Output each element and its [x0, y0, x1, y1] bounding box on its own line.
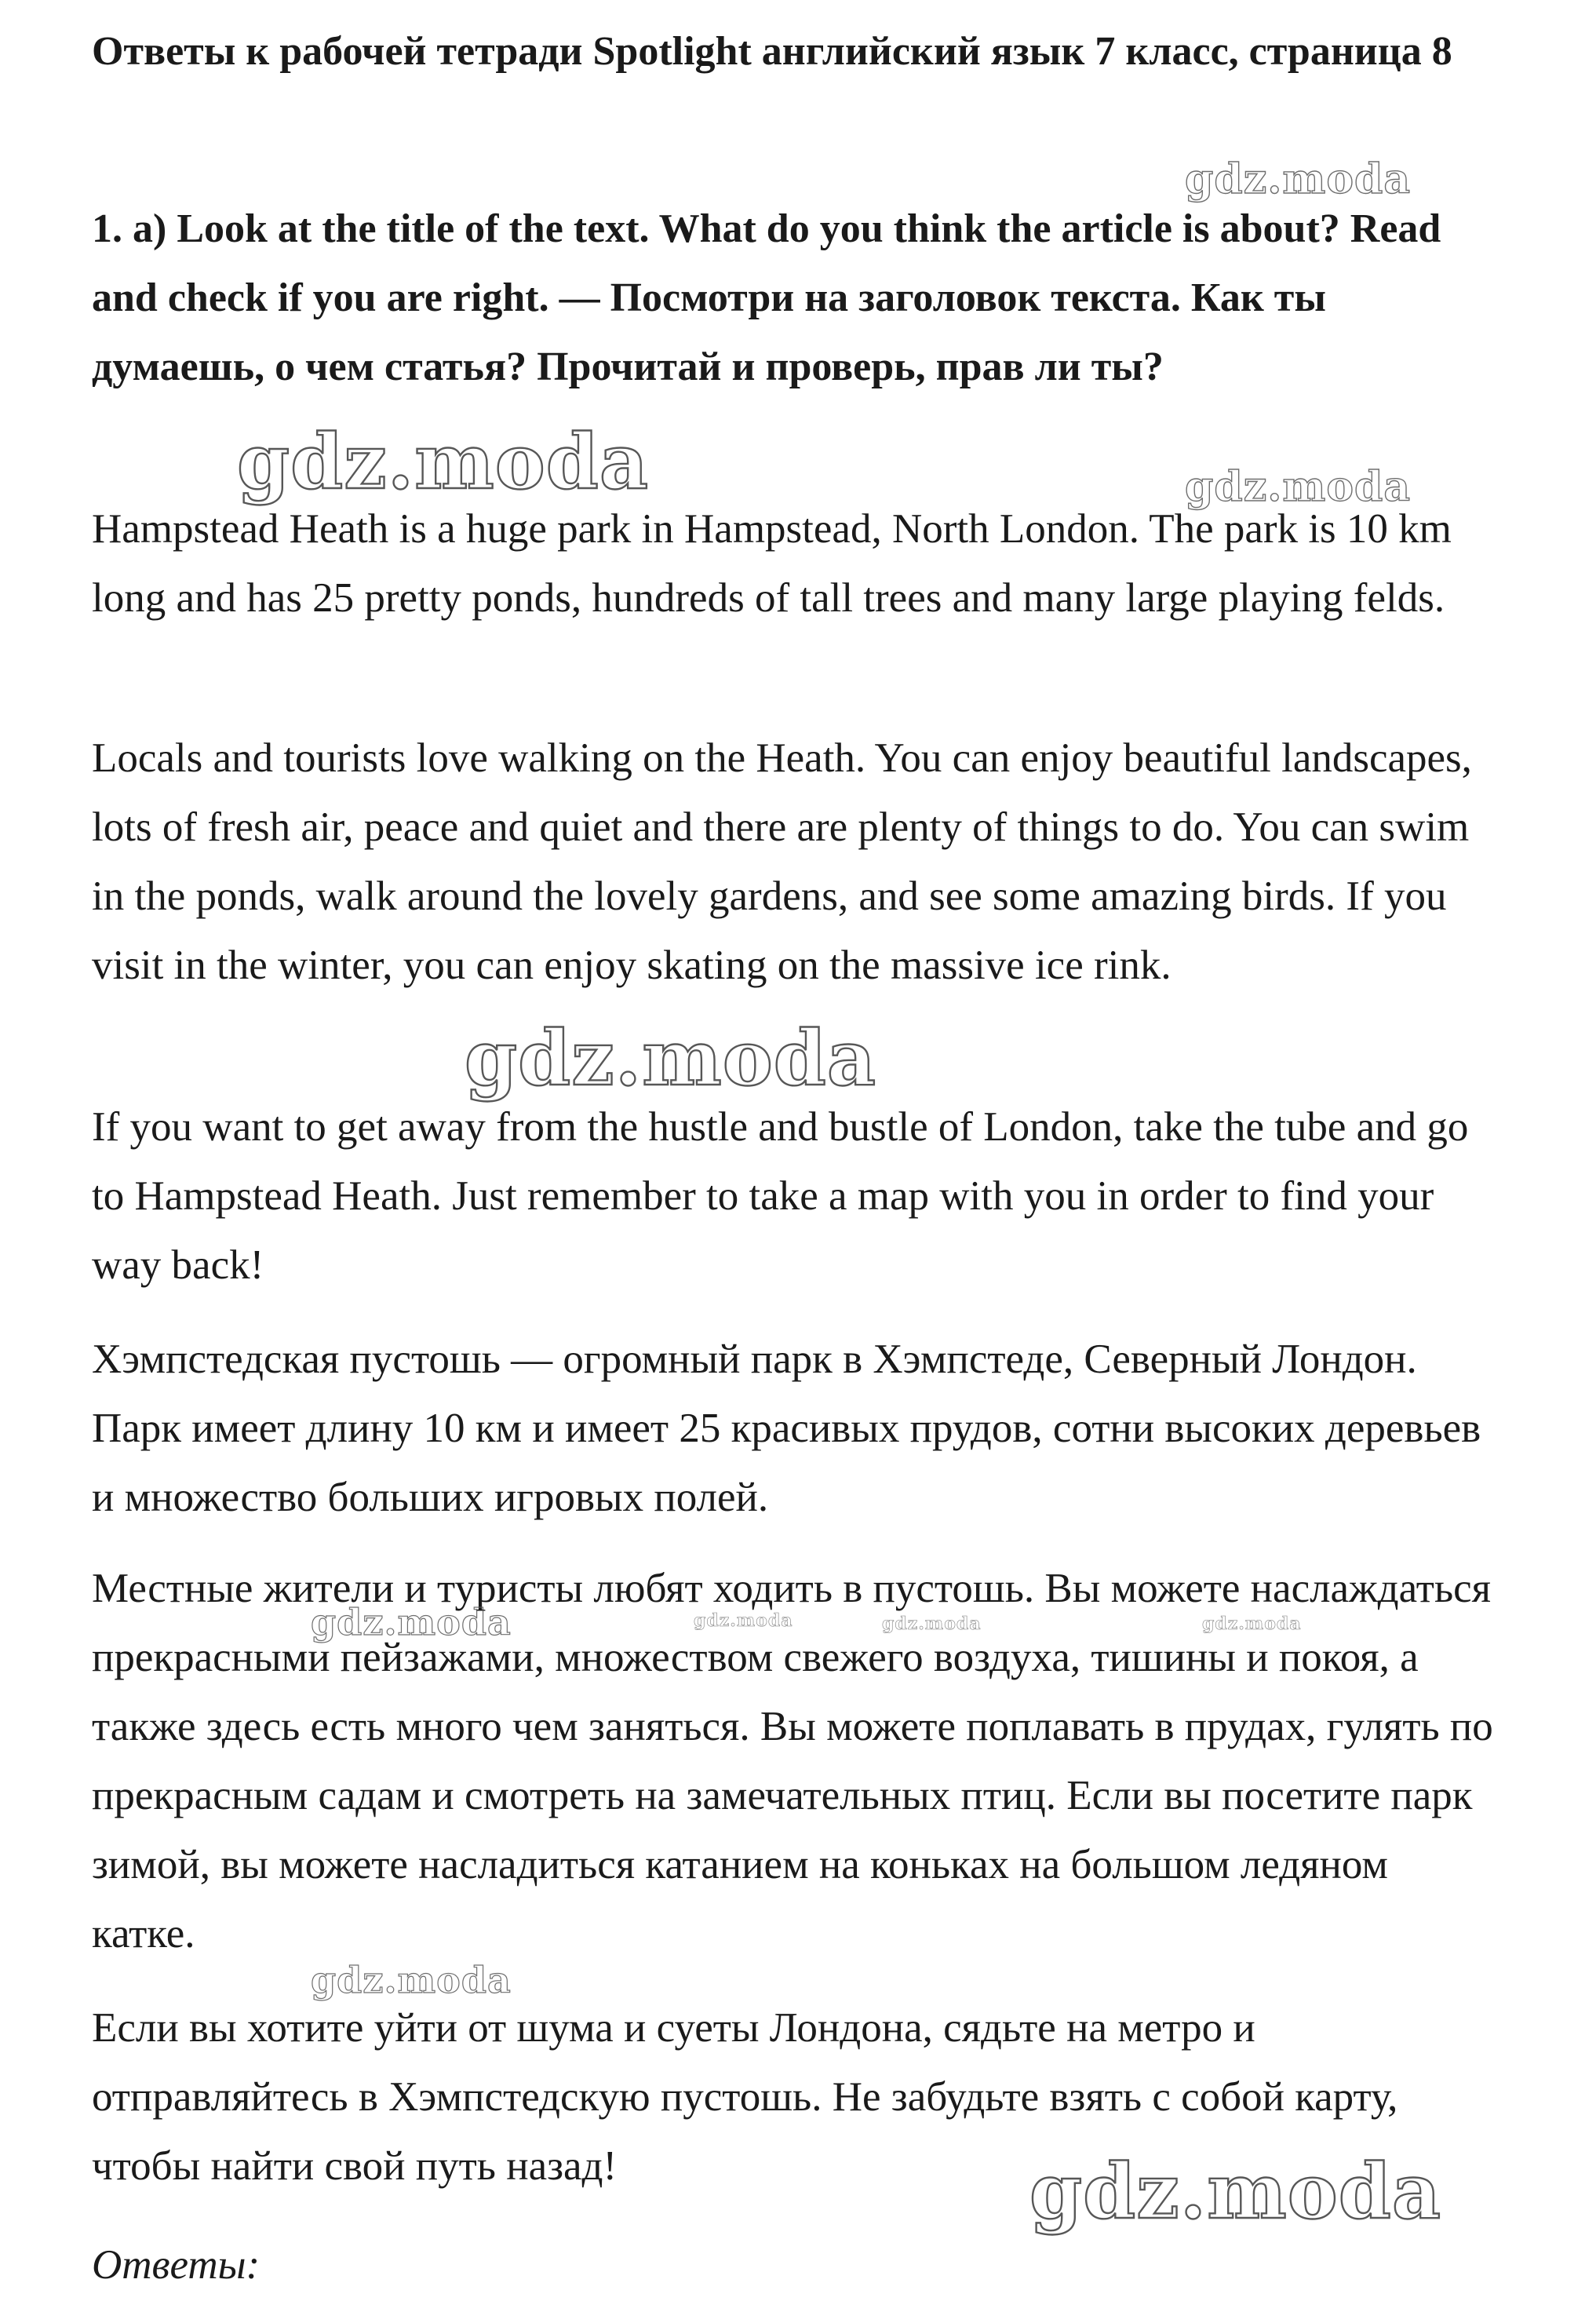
watermark: gdz.moda [694, 1610, 793, 1631]
english-paragraph-1: Hampstead Heath is a huge park in Hampstead, North London. The park is 10 km long and has 25 pretty ponds, hundreds of tall trees and many large playing felds. [92, 506, 1452, 621]
watermark: gdz.moda [1202, 1614, 1302, 1634]
russian-paragraph-2: Местные жители и туристы любят ходить в пустошь. Вы можете наслаждаться прекрасными пейзажами, множеством свежего воздуха, тишины и покоя, а также здесь есть много чем заняться. Вы можете поплавать в прудах, гулять по прекрасным садам и смотреть на замечательных птиц. Если вы посетите парк зимой, вы можете насладиться катанием на коньках на большом ледяном катке. [92, 1566, 1493, 1956]
watermark: gdz.moda [465, 1014, 877, 1103]
watermark: gdz.moda [1185, 463, 1412, 511]
watermark: gdz.moda [1029, 2147, 1442, 2236]
russian-paragraph-1: Хэмпстедская пустошь — огромный парк в Хэмпстеде, Северный Лондон. Парк имеет длину 10 км и имеет 25 красивых прудов, сотни высоких деревьев и множество больших игровых полей. [92, 1337, 1481, 1520]
watermark: gdz.moda [1185, 155, 1412, 203]
english-paragraph-3: If you want to get away from the hustle and bustle of London, take the tube and go to Hampstead Heath. Just remember to take a map with you in order to find your way back! [92, 1104, 1469, 1288]
english-paragraph-2: Locals and tourists love walking on the Heath. You can enjoy beautiful landscapes, lots of fresh air, peace and quiet and there are plenty of things to do. You can swim in the ponds, walk around the lovely gardens, and see some amazing birds. If you visit in the winter, you can enjoy skating on the massive ice rink. [92, 735, 1472, 988]
exercise-task: 1. a) Look at the title of the text. What do you think the article is about? Read and check if you are right. — Посмотри на заголовок текста. Как ты думаешь, о чем статья? Прочитай и проверь, прав ли ты? [92, 206, 1441, 389]
watermark: gdz.moda [237, 418, 650, 506]
watermark: gdz.moda [311, 1601, 512, 1643]
answers-label: Ответы: [92, 2242, 261, 2288]
watermark: gdz.moda [311, 1959, 512, 2001]
page-title: Ответы к рабочей тетради Spotlight английский язык 7 класс, страница 8 [92, 29, 1452, 74]
russian-paragraph-3: Если вы хотите уйти от шума и суеты Лондона, сядьте на метро и отправляйтесь в Хэмпстедскую пустошь. Не забудьте взять с собой карту, чтобы найти свой путь назад! [92, 2005, 1398, 2189]
watermark: gdz.moda [882, 1614, 982, 1634]
